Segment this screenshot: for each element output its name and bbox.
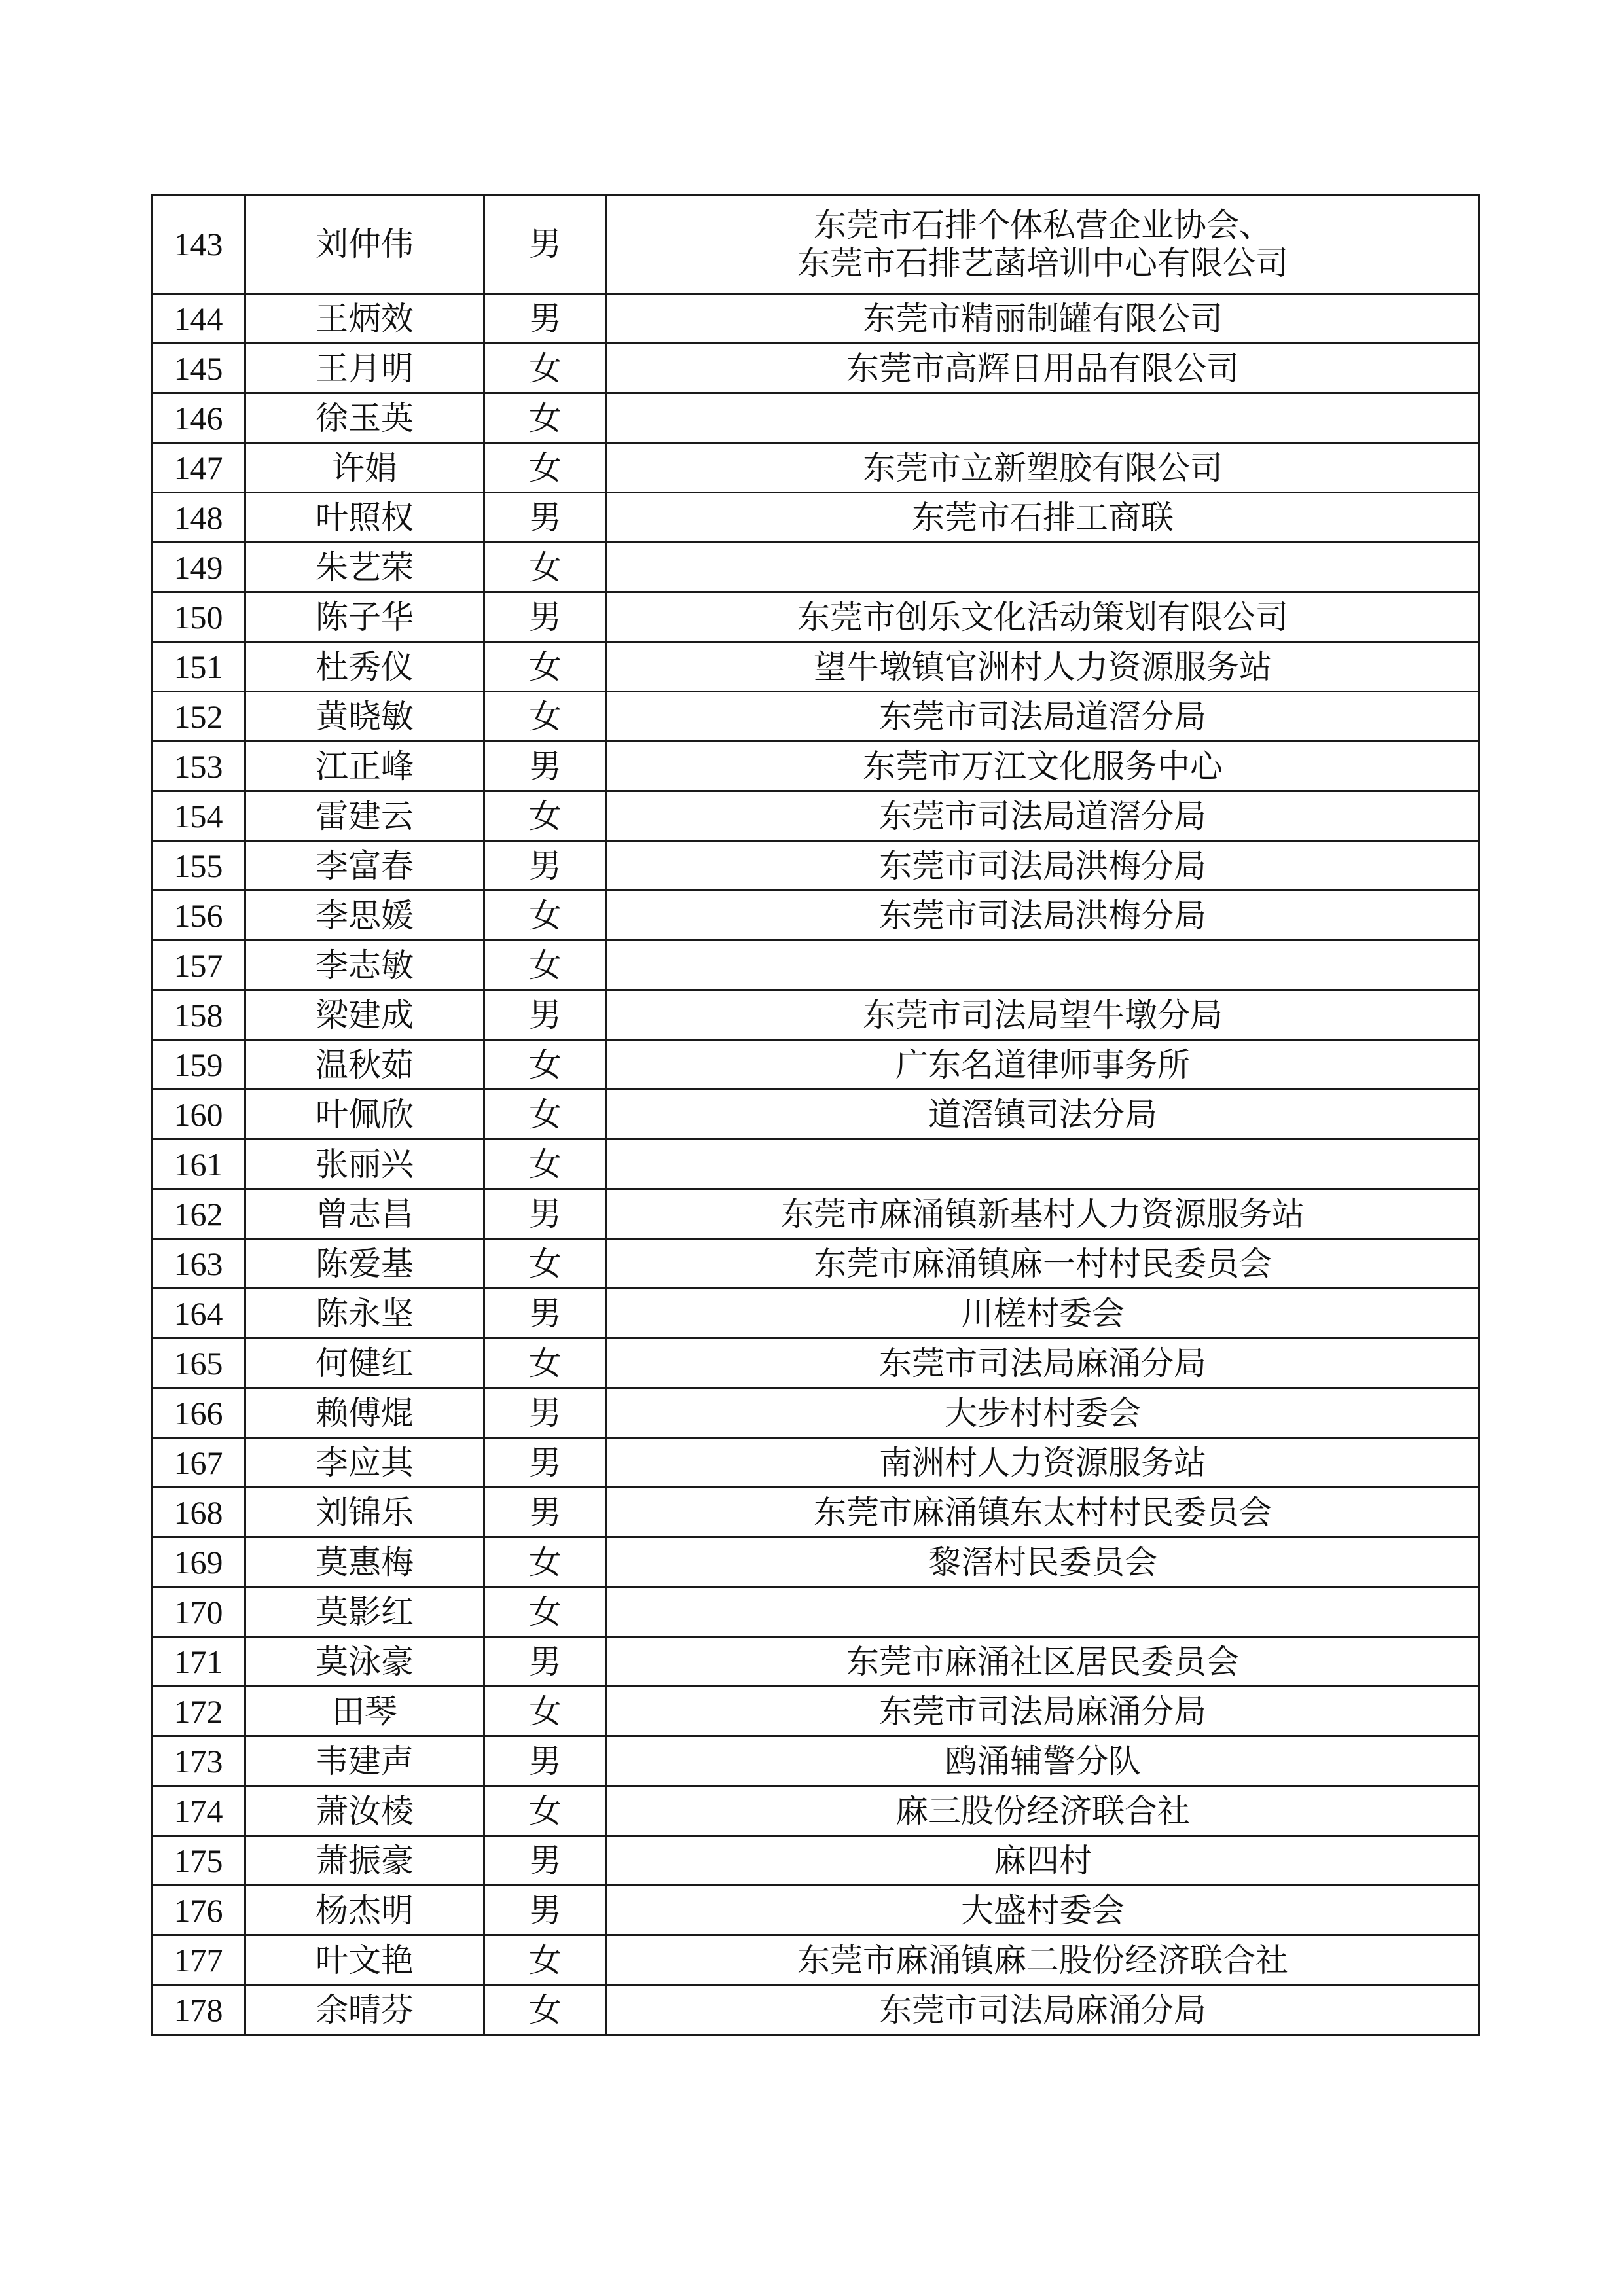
table-row — [152, 1687, 1479, 1736]
organization-cell — [607, 592, 1479, 642]
row-number-cell: 172 — [152, 1687, 245, 1736]
person-name-cell: 田琴 — [245, 1687, 484, 1736]
table-row — [152, 1289, 1479, 1338]
organization-line: 南洲村人力资源服务站 — [879, 1443, 1206, 1482]
table-row — [152, 1239, 1479, 1289]
roster-table — [151, 194, 1480, 2036]
row-number-cell: 169 — [152, 1537, 245, 1587]
organization-cell — [607, 692, 1479, 742]
row-number-cell: 148 — [152, 493, 245, 543]
row-number-cell: 178 — [152, 1985, 245, 2035]
organization-line: 鸥涌辅警分队 — [945, 1742, 1141, 1780]
gender-cell: 男 — [484, 1189, 607, 1239]
organization-cell — [607, 791, 1479, 841]
organization-cell — [607, 1687, 1479, 1736]
row-number-cell: 163 — [152, 1239, 245, 1289]
table-row — [152, 1488, 1479, 1537]
organization-line: 东莞市司法局洪梅分局 — [879, 846, 1206, 885]
row-number-cell: 153 — [152, 742, 245, 791]
organization-cell — [607, 1537, 1479, 1587]
organization-line: 东莞市司法局麻涌分局 — [879, 1692, 1206, 1731]
row-number-cell: 143 — [152, 195, 245, 294]
organization-line: 麻四村 — [994, 1841, 1092, 1880]
gender-cell: 男 — [484, 1289, 607, 1338]
table-row — [152, 1189, 1479, 1239]
table-row — [152, 443, 1479, 493]
gender-cell: 男 — [484, 195, 607, 294]
row-number-cell: 176 — [152, 1886, 245, 1935]
person-name-cell: 江正峰 — [245, 742, 484, 791]
person-name-cell: 曾志昌 — [245, 1189, 484, 1239]
gender-cell: 女 — [484, 1139, 607, 1189]
person-name-cell: 梁建成 — [245, 990, 484, 1040]
gender-cell: 女 — [484, 692, 607, 742]
table-row — [152, 692, 1479, 742]
organization-cell — [607, 1338, 1479, 1388]
gender-cell: 女 — [484, 791, 607, 841]
gender-cell: 女 — [484, 1786, 607, 1836]
table-row — [152, 493, 1479, 543]
organization-cell — [607, 891, 1479, 941]
gender-cell: 女 — [484, 941, 607, 990]
organization-cell — [607, 1836, 1479, 1886]
organization-line: 麻三股份经济联合社 — [895, 1791, 1190, 1830]
gender-cell: 男 — [484, 294, 607, 344]
organization-cell — [607, 742, 1479, 791]
person-name-cell: 杜秀仪 — [245, 642, 484, 692]
organization-cell — [607, 1289, 1479, 1338]
organization-line: 东莞市创乐文化活动策划有限公司 — [797, 598, 1288, 636]
organization-cell — [607, 1736, 1479, 1786]
organization-cell — [607, 1189, 1479, 1239]
gender-cell: 女 — [484, 1587, 607, 1637]
organization-cell — [607, 543, 1479, 592]
table-row — [152, 1736, 1479, 1786]
person-name-cell: 莫影红 — [245, 1587, 484, 1637]
organization-cell — [607, 1438, 1479, 1488]
row-number-cell: 156 — [152, 891, 245, 941]
gender-cell: 女 — [484, 1985, 607, 2035]
person-name-cell: 温秋茹 — [245, 1040, 484, 1090]
gender-cell: 女 — [484, 891, 607, 941]
person-name-cell: 何健红 — [245, 1338, 484, 1388]
person-name-cell: 王炳效 — [245, 294, 484, 344]
organization-cell — [607, 1886, 1479, 1935]
gender-cell: 女 — [484, 443, 607, 493]
person-name-cell: 叶文艳 — [245, 1935, 484, 1985]
organization-line: 东莞市石排个体私营企业协会、 — [814, 206, 1272, 244]
table-row — [152, 642, 1479, 692]
gender-cell: 男 — [484, 841, 607, 891]
gender-cell: 男 — [484, 493, 607, 543]
organization-line: 东莞市麻涌镇麻二股份经济联合社 — [797, 1941, 1288, 1979]
row-number-cell: 170 — [152, 1587, 245, 1637]
row-number-cell: 149 — [152, 543, 245, 592]
organization-line: 东莞市麻涌镇新基村人力资源服务站 — [781, 1194, 1305, 1233]
organization-cell — [607, 443, 1479, 493]
row-number-cell: 166 — [152, 1388, 245, 1438]
row-number-cell: 167 — [152, 1438, 245, 1488]
table-row — [152, 393, 1479, 443]
gender-cell: 男 — [484, 1637, 607, 1687]
person-name-cell: 叶佩欣 — [245, 1090, 484, 1139]
organization-line: 东莞市司法局麻涌分局 — [879, 1344, 1206, 1382]
gender-cell: 女 — [484, 1687, 607, 1736]
person-name-cell: 陈子华 — [245, 592, 484, 642]
row-number-cell: 173 — [152, 1736, 245, 1786]
table-row — [152, 1637, 1479, 1687]
table-row — [152, 742, 1479, 791]
table-row — [152, 891, 1479, 941]
gender-cell: 男 — [484, 1886, 607, 1935]
organization-cell — [607, 1587, 1479, 1637]
organization-line: 东莞市麻涌社区居民委员会 — [846, 1642, 1239, 1681]
person-name-cell: 韦建声 — [245, 1736, 484, 1786]
table-row — [152, 990, 1479, 1040]
organization-cell — [607, 294, 1479, 344]
row-number-cell: 150 — [152, 592, 245, 642]
person-name-cell: 黄晓敏 — [245, 692, 484, 742]
person-name-cell: 莫泳豪 — [245, 1637, 484, 1687]
organization-line: 东莞市万江文化服务中心 — [863, 747, 1223, 785]
organization-cell — [607, 493, 1479, 543]
table-row — [152, 1886, 1479, 1935]
row-number-cell: 162 — [152, 1189, 245, 1239]
row-number-cell: 177 — [152, 1935, 245, 1985]
row-number-cell: 147 — [152, 443, 245, 493]
organization-line: 道滘镇司法分局 — [928, 1095, 1157, 1134]
person-name-cell: 刘仲伟 — [245, 195, 484, 294]
organization-cell — [607, 195, 1479, 294]
gender-cell: 女 — [484, 393, 607, 443]
person-name-cell: 徐玉英 — [245, 393, 484, 443]
table-row — [152, 1985, 1479, 2035]
person-name-cell: 李富春 — [245, 841, 484, 891]
organization-line: 黎滘村民委员会 — [928, 1543, 1157, 1581]
gender-cell: 男 — [484, 990, 607, 1040]
table-row — [152, 1338, 1479, 1388]
person-name-cell: 叶照权 — [245, 493, 484, 543]
organization-line: 东莞市司法局道滘分局 — [879, 797, 1206, 835]
table-row — [152, 1786, 1479, 1836]
row-number-cell: 144 — [152, 294, 245, 344]
organization-cell — [607, 1239, 1479, 1289]
person-name-cell: 萧汝棱 — [245, 1786, 484, 1836]
organization-line: 望牛墩镇官洲村人力资源服务站 — [814, 647, 1272, 686]
row-number-cell: 161 — [152, 1139, 245, 1189]
gender-cell: 男 — [484, 1438, 607, 1488]
table-row — [152, 195, 1479, 294]
organization-line: 川槎村委会 — [961, 1294, 1125, 1333]
organization-line: 东莞市司法局道滘分局 — [879, 697, 1206, 736]
gender-cell: 女 — [484, 1090, 607, 1139]
person-name-cell: 杨杰明 — [245, 1886, 484, 1935]
gender-cell: 男 — [484, 1388, 607, 1438]
organization-line: 东莞市麻涌镇东太村村民委员会 — [814, 1493, 1272, 1532]
row-number-cell: 160 — [152, 1090, 245, 1139]
table-row — [152, 1139, 1479, 1189]
row-number-cell: 146 — [152, 393, 245, 443]
table-row — [152, 294, 1479, 344]
table-row — [152, 592, 1479, 642]
organization-cell — [607, 642, 1479, 692]
table-row — [152, 941, 1479, 990]
person-name-cell: 许娟 — [245, 443, 484, 493]
row-number-cell: 151 — [152, 642, 245, 692]
person-name-cell: 雷建云 — [245, 791, 484, 841]
organization-line: 东莞市石排工商联 — [912, 498, 1174, 537]
organization-cell — [607, 1040, 1479, 1090]
row-number-cell: 164 — [152, 1289, 245, 1338]
gender-cell: 女 — [484, 1935, 607, 1985]
gender-cell: 男 — [484, 1488, 607, 1537]
table-row — [152, 1040, 1479, 1090]
table-row — [152, 344, 1479, 393]
row-number-cell: 152 — [152, 692, 245, 742]
table-row — [152, 1836, 1479, 1886]
organization-line: 东莞市石排艺菡培训中心有限公司 — [797, 244, 1288, 282]
person-name-cell: 王月明 — [245, 344, 484, 393]
organization-cell — [607, 1488, 1479, 1537]
table-row — [152, 791, 1479, 841]
gender-cell: 女 — [484, 1537, 607, 1587]
person-name-cell: 朱艺荣 — [245, 543, 484, 592]
row-number-cell: 159 — [152, 1040, 245, 1090]
organization-cell — [607, 1637, 1479, 1687]
table-row — [152, 1438, 1479, 1488]
gender-cell: 女 — [484, 1239, 607, 1289]
person-name-cell: 张丽兴 — [245, 1139, 484, 1189]
organization-cell — [607, 841, 1479, 891]
gender-cell: 女 — [484, 344, 607, 393]
organization-cell — [607, 1786, 1479, 1836]
gender-cell: 女 — [484, 543, 607, 592]
organization-line: 大盛村委会 — [961, 1891, 1125, 1929]
row-number-cell: 165 — [152, 1338, 245, 1388]
table-row — [152, 1537, 1479, 1587]
organization-line: 东莞市司法局望牛墩分局 — [863, 996, 1223, 1034]
organization-line: 广东名道律师事务所 — [895, 1045, 1190, 1084]
organization-line: 东莞市司法局洪梅分局 — [879, 896, 1206, 935]
person-name-cell: 莫惠梅 — [245, 1537, 484, 1587]
row-number-cell: 175 — [152, 1836, 245, 1886]
organization-line: 东莞市精丽制罐有限公司 — [863, 299, 1223, 338]
row-number-cell: 171 — [152, 1637, 245, 1687]
table-row — [152, 543, 1479, 592]
gender-cell: 女 — [484, 1040, 607, 1090]
row-number-cell: 154 — [152, 791, 245, 841]
row-number-cell: 145 — [152, 344, 245, 393]
table-row — [152, 1090, 1479, 1139]
organization-line: 东莞市司法局麻涌分局 — [879, 1990, 1206, 2029]
row-number-cell: 155 — [152, 841, 245, 891]
organization-line: 大步村村委会 — [945, 1393, 1141, 1432]
row-number-cell: 168 — [152, 1488, 245, 1537]
table-row — [152, 1388, 1479, 1438]
person-name-cell: 萧振豪 — [245, 1836, 484, 1886]
person-name-cell: 陈永坚 — [245, 1289, 484, 1338]
person-name-cell: 李应其 — [245, 1438, 484, 1488]
organization-cell — [607, 1090, 1479, 1139]
organization-cell — [607, 1935, 1479, 1985]
person-name-cell: 余晴芬 — [245, 1985, 484, 2035]
organization-cell — [607, 1139, 1479, 1189]
person-name-cell: 赖傅焜 — [245, 1388, 484, 1438]
organization-line: 东莞市高辉日用品有限公司 — [846, 349, 1239, 387]
organization-line: 东莞市麻涌镇麻一村村民委员会 — [814, 1244, 1272, 1283]
organization-cell — [607, 393, 1479, 443]
row-number-cell: 158 — [152, 990, 245, 1040]
organization-cell — [607, 941, 1479, 990]
person-name-cell: 陈爱基 — [245, 1239, 484, 1289]
organization-cell — [607, 1388, 1479, 1438]
gender-cell: 男 — [484, 742, 607, 791]
roster-body — [152, 195, 1479, 2035]
row-number-cell: 157 — [152, 941, 245, 990]
gender-cell: 女 — [484, 642, 607, 692]
table-row — [152, 841, 1479, 891]
gender-cell: 男 — [484, 1736, 607, 1786]
organization-cell — [607, 1985, 1479, 2035]
row-number-cell: 174 — [152, 1786, 245, 1836]
person-name-cell: 刘锦乐 — [245, 1488, 484, 1537]
gender-cell: 女 — [484, 1338, 607, 1388]
organization-cell — [607, 344, 1479, 393]
table-row — [152, 1587, 1479, 1637]
person-name-cell: 李思媛 — [245, 891, 484, 941]
gender-cell: 男 — [484, 1836, 607, 1886]
person-name-cell: 李志敏 — [245, 941, 484, 990]
table-row — [152, 1935, 1479, 1985]
gender-cell: 男 — [484, 592, 607, 642]
organization-line: 东莞市立新塑胶有限公司 — [863, 448, 1223, 487]
organization-cell — [607, 990, 1479, 1040]
